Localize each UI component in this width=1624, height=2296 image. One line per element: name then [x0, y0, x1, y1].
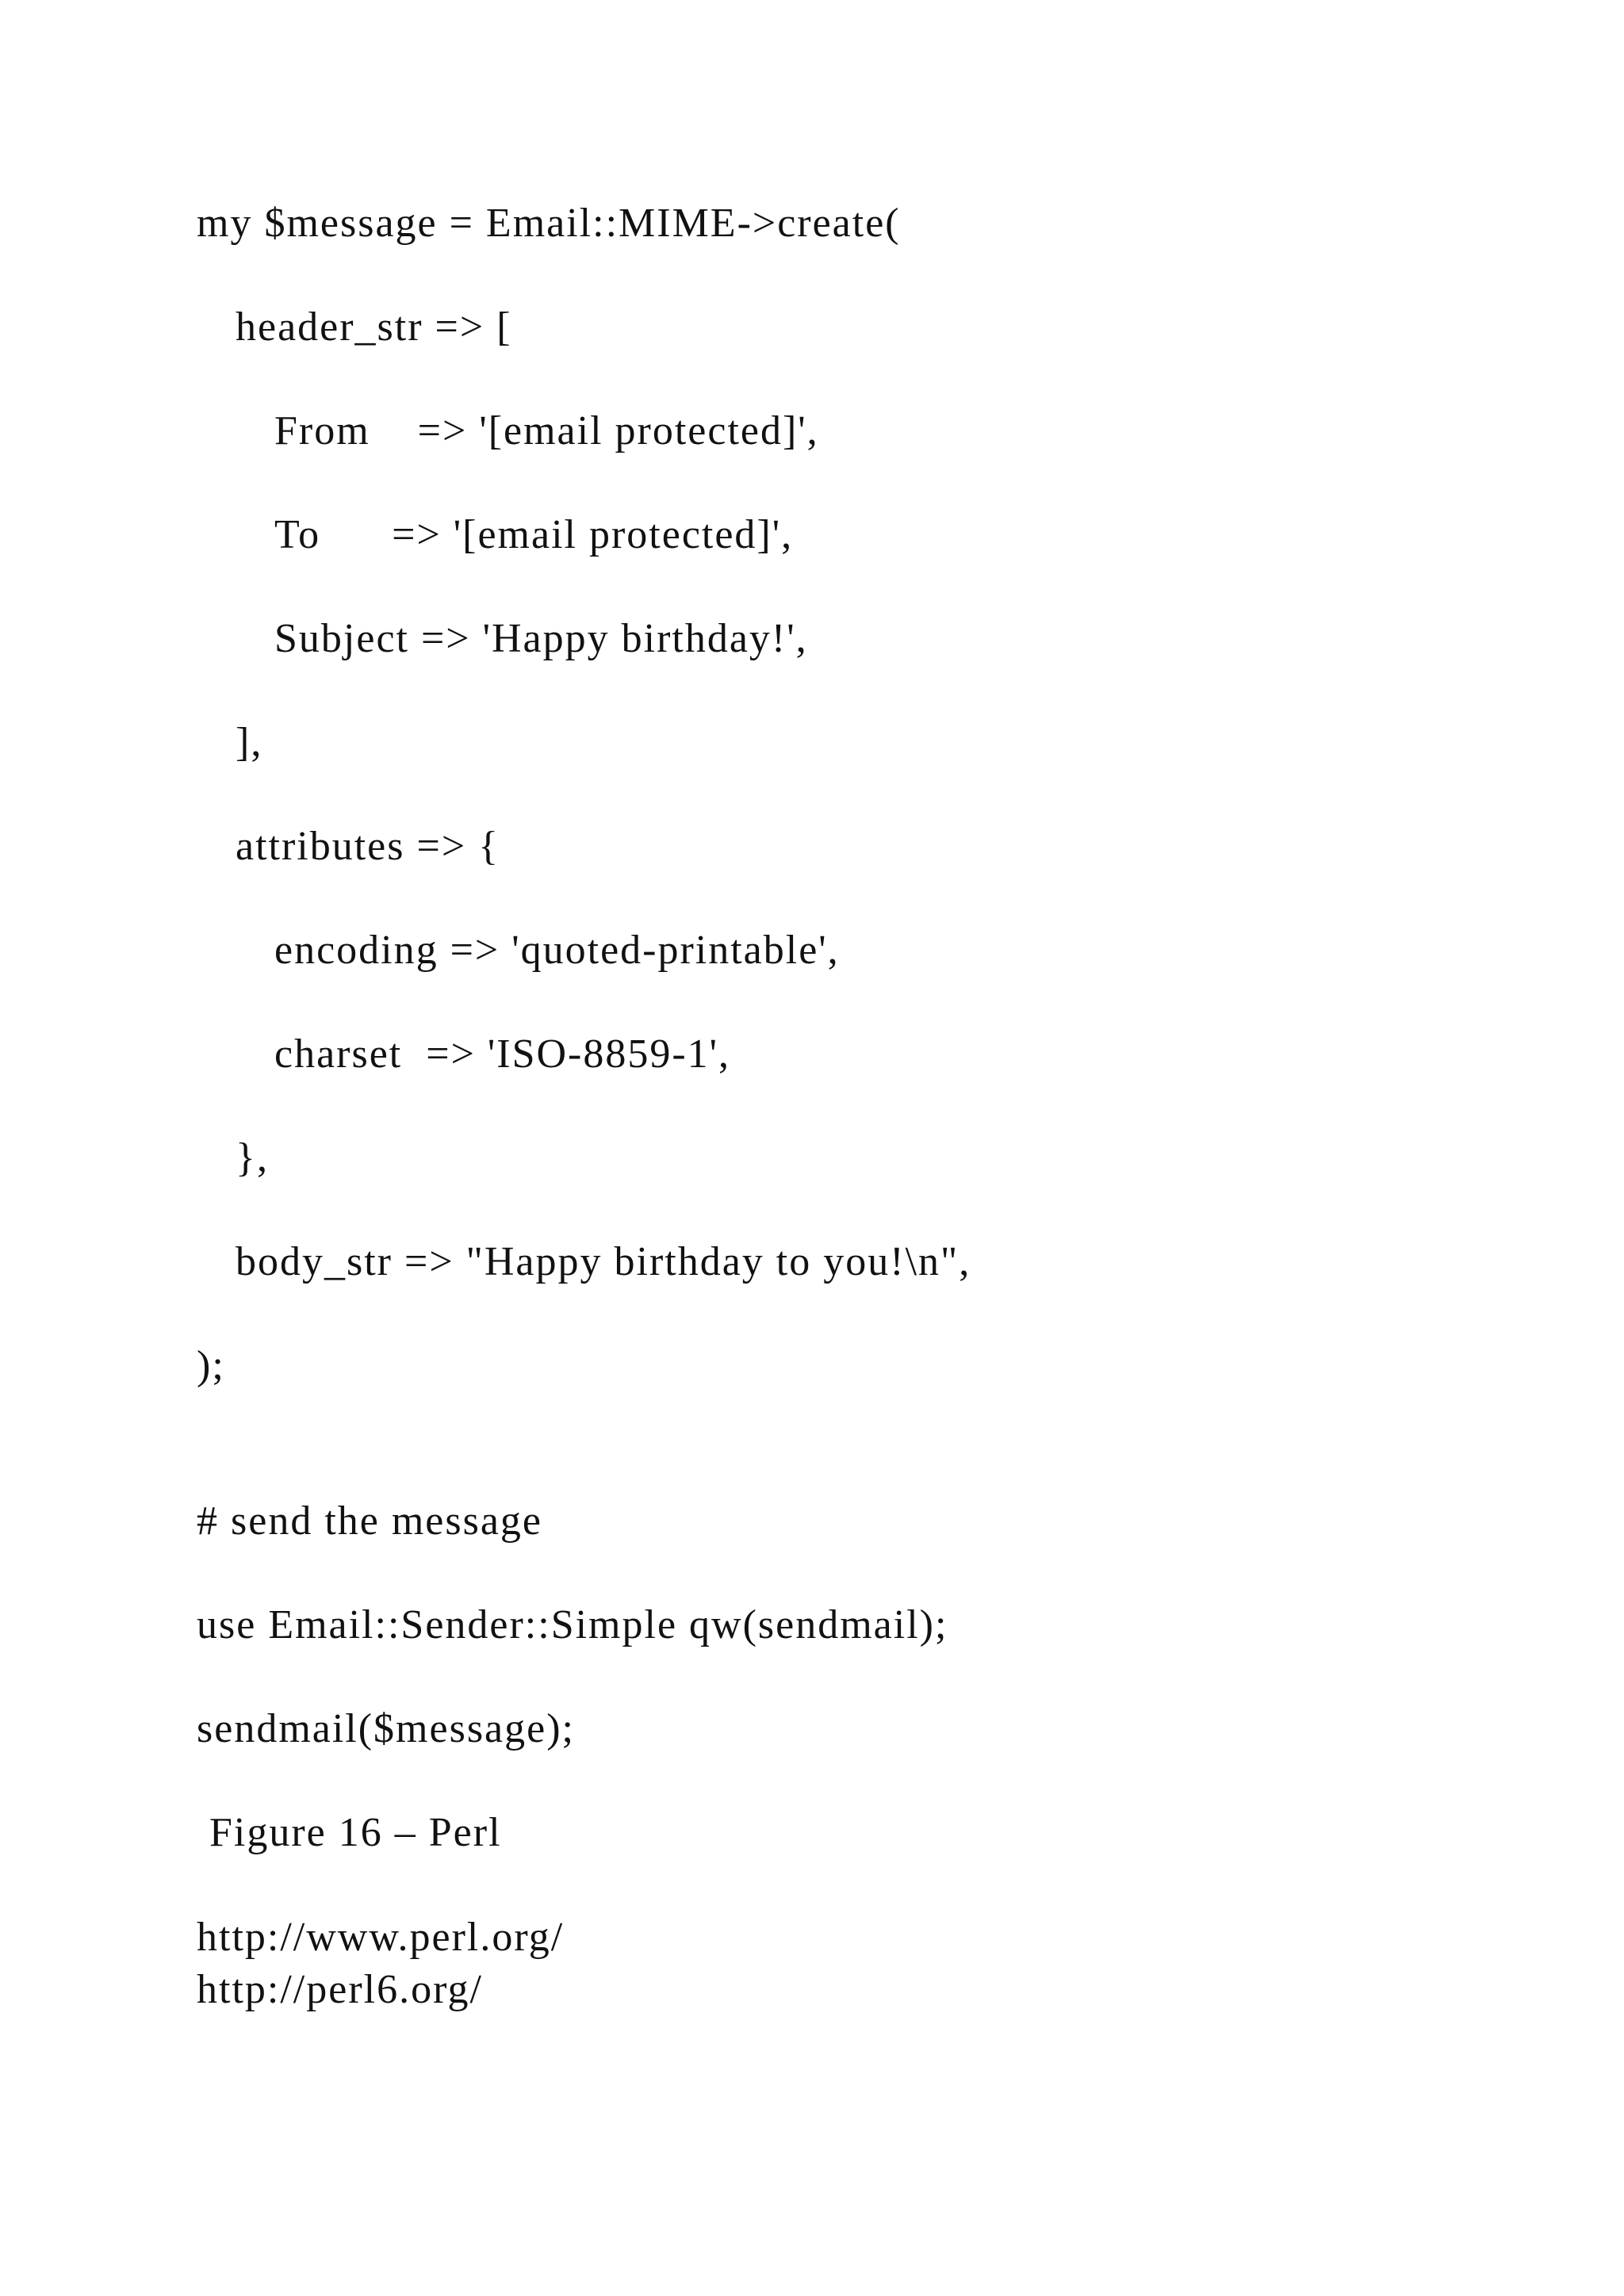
code-line: body_str => "Happy birthday to you!\n",	[236, 1239, 971, 1284]
code-line: my $message = Email::MIME->create(	[197, 201, 901, 246]
link-perl-org[interactable]: http://www.perl.org/	[197, 1915, 565, 1960]
code-line: To => '[email protected]',	[274, 512, 794, 557]
code-line: );	[197, 1343, 225, 1388]
code-line: },	[236, 1135, 269, 1181]
code-line: charset => 'ISO-8859-1',	[274, 1031, 731, 1077]
code-line: ],	[236, 720, 263, 765]
figure-caption: Figure 16 – Perl	[209, 1810, 502, 1855]
code-line: sendmail($message);	[197, 1706, 575, 1751]
code-line: Subject => 'Happy birthday!',	[274, 616, 808, 661]
code-line: header_str => [	[236, 304, 512, 350]
code-line: use Email::Sender::Simple qw(sendmail);	[197, 1602, 948, 1647]
code-comment: # send the message	[197, 1498, 543, 1544]
code-line: attributes => {	[236, 824, 500, 869]
code-line: encoding => 'quoted-printable',	[274, 928, 840, 973]
link-perl6-org[interactable]: http://perl6.org/	[197, 1967, 483, 2012]
code-line: From => '[email protected]',	[274, 408, 819, 453]
